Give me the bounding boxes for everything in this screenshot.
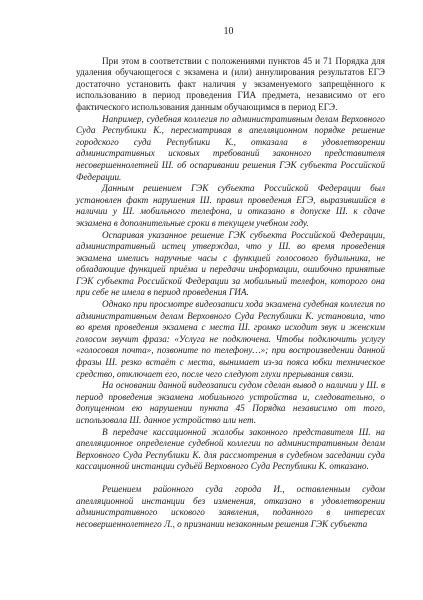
body-text bbox=[76, 56, 385, 531]
paragraph-8: Решением районного суда города И., оставленным судом апелляционной инстанции без изменения, отказано в удовлетворении административного искового заявления, поданного в интересах несовершеннолетнего Л., о признании незаконным решения ГЭК субъекта bbox=[76, 483, 385, 529]
paragraph-5: Однако при просмотре видеозаписи хода экзамена судебная коллегия по административным делам Верховного Суда Республики К. установила, что во время проведения экзамена с места Ш. громко исходит звук и женским голосом звучит фраза: «Услуга не подключена. Чтобы подключить услугу «голосовая почта», позвоните по телефону…»; при воспроизведении данной фразы Ш. резко встаёт с места, вынимает из-за пояса юбки техническое средство, отключает его, после чего следуют глухи прерывания связи. bbox=[76, 299, 385, 379]
paragraph-6: На основании данной видеозаписи судом сделан вывод о наличии у Ш. в период проведения экзамена мобильного устройства и, следовательно, о допущенном ею нарушении пункта 45 Порядка независимо от того, использовала Ш. данное устройство или нет. bbox=[76, 380, 385, 425]
paragraph-3: Данным решением ГЭК субъекта Российской Федерации был установлен факт нарушения Ш. правил проведения ЕГЭ, выразившийся в наличии у Ш. мобильного телефона, и отказано в допуске Ш. к сдаче экзамена в дополнительные сроки в текущем учебном году. bbox=[76, 183, 385, 228]
paragraph-2: Например, судебная коллегия по административным делам Верховного Суда Республики К., пересматривая в апелляционном порядке решение городского суда Республики К., отказала в удовлетворении административных исковых требований законного представителя несовершеннолетней Ш. об оспаривании решения ГЭК субъекта Российской Федерации. bbox=[76, 113, 385, 182]
paragraph-4: Оспаривая указанное решение ГЭК субъекта Российской Федерации, административный истец утверждал, что у Ш. во время проведения экзамена имелись наручные часы с функцией голосового будильника, не обладающие функцией приёма и передачи информации, ошибочно принятые ГЭК субъекта Российской Федерации за мобильный телефон, которого она при себе не имела в период проведения ГИА. bbox=[76, 229, 385, 298]
paragraph-7: В передаче кассационной жалобы законного представителя Ш. на апелляционное определение судебной коллегии по административным делам Верховного Суда Республики К. для рассмотрения в судебном заседании суда кассационной инстанции судьёй Верховного Суда Республики К. отказано. bbox=[76, 426, 385, 472]
paragraph-1: При этом в соответствии с положениями пунктов 45 и 71 Порядка для удаления обучающегося с экзамена и (или) аннулирования результатов ЕГЭ достаточно установить факт наличия у экзаменуемого запрещённого к использованию в период проведения ГИА предмета, независимо от его фактического использования данным обучающимся в период ЕГЭ. bbox=[76, 55, 385, 112]
page-number: 10 bbox=[223, 26, 234, 37]
